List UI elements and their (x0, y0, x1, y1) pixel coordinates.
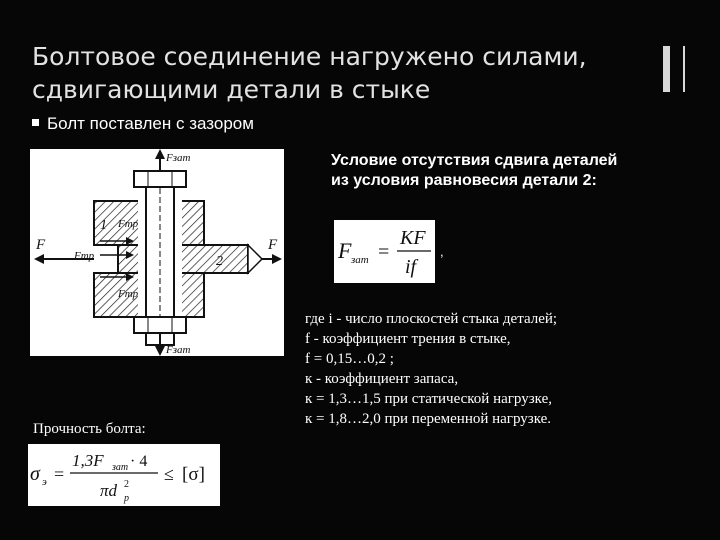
title-line-2: сдвигающими детали в стыке (32, 75, 431, 104)
strength-denominator-superscript: 2 (124, 479, 129, 490)
square-bullet-icon (32, 119, 39, 126)
friction-label-bottom: Fтр (118, 288, 139, 300)
strength-sigma-subscript: э (42, 476, 47, 488)
accent-bar-decoration (663, 46, 685, 92)
force-arrow-right (262, 254, 282, 264)
friction-label-top: Fтр (118, 218, 139, 230)
strength-equals: = (54, 464, 65, 484)
slide-title (32, 40, 642, 106)
formula-lhs-subscript: зат (351, 254, 369, 266)
part-label-1: 1 (100, 218, 107, 233)
definition-line: к - коэффициент запаса, (305, 371, 459, 387)
friction-label-mid: Fтр (74, 250, 95, 262)
formula-denominator: if (405, 256, 417, 278)
bullet-item (32, 114, 254, 134)
clamp-force-formula (334, 220, 435, 283)
clamp-force-label-top: Fзат (166, 152, 191, 164)
strength-sigma: σ (30, 463, 40, 485)
strength-numerator-tail: · 4 (130, 453, 148, 470)
strength-rhs: [σ] (182, 464, 205, 485)
formula-numerator: KF (400, 227, 426, 249)
strength-denominator: πd (100, 481, 118, 500)
clamp-force-label-bottom: Fзат (166, 344, 191, 356)
strength-numerator: 1,3F (72, 451, 104, 470)
strength-relation: ≤ (164, 464, 174, 484)
strength-denominator-subscript: р (124, 493, 129, 504)
formula-equals: = (378, 241, 390, 263)
bolt-strength-formula (28, 444, 220, 506)
definition-line: к = 1,3…1,5 при статической нагрузке, (305, 391, 552, 407)
definition-line: f = 0,15…0,2 ; (305, 351, 394, 367)
formula-lhs: F (338, 238, 352, 263)
formula-trailing-comma: , (440, 244, 444, 259)
condition-text (331, 151, 671, 191)
definition-line: где i - число плоскостей стыка деталей; (305, 311, 558, 327)
strength-numerator-subscript: зат (112, 462, 129, 473)
force-label-right: F (268, 237, 278, 253)
definitions-list (305, 309, 715, 429)
bolt-joint-diagram (30, 149, 284, 356)
bolt-head (134, 317, 186, 333)
definition-line: f - коэффициент трения в стыке, (305, 331, 511, 347)
clamp-force-arrow-top (155, 149, 165, 171)
force-label-left: F (36, 237, 46, 253)
title-line-1: Болтовое соединение нагружено силами, (32, 42, 587, 71)
condition-line-1: Условие отсутствия сдвига деталей (331, 152, 618, 169)
definition-line: к = 1,8…2,0 при переменной нагрузке. (305, 411, 552, 427)
strength-label: Прочность болта: (33, 421, 146, 437)
condition-line-2: из условия равновесия детали 2: (331, 172, 597, 189)
nut-top (134, 171, 186, 187)
part-label-2: 2 (216, 254, 223, 269)
bullet-text: Болт поставлен с зазором (47, 114, 254, 133)
